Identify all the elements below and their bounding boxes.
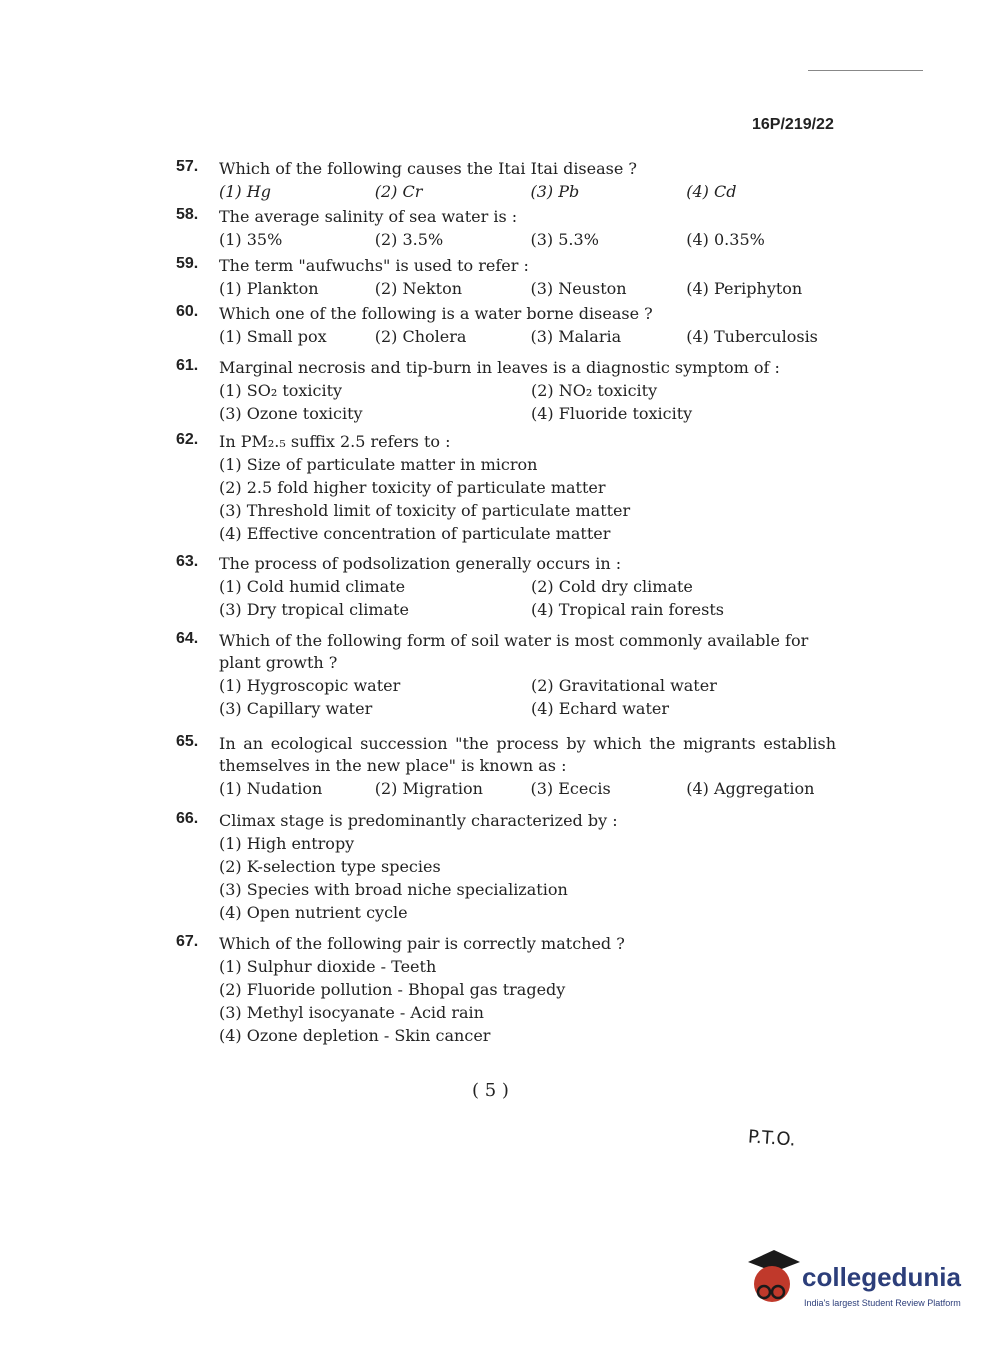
- options: [219, 674, 836, 720]
- brand-name: collegedunia: [802, 1262, 961, 1292]
- question-text: The average salinity of sea water is :: [219, 207, 518, 226]
- question-text: Which of the following pair is correctly matched ?: [219, 934, 625, 953]
- option-4: (4) Fluoride toxicity: [531, 404, 693, 423]
- question-number: 57.: [176, 158, 199, 175]
- question-number: 63.: [176, 553, 199, 570]
- question-62: [176, 431, 836, 545]
- option-1: (1) Cold humid climate: [219, 577, 406, 596]
- question-number: 59.: [176, 255, 199, 272]
- question-text: Marginal necrosis and tip-burn in leaves is a diagnostic symptom of :: [219, 358, 780, 377]
- option-1: (1) 35%: [219, 230, 283, 249]
- pto-note: P.T.O.: [747, 1126, 797, 1151]
- question-text: Which of the following form of soil water is most commonly available for plant growth ?: [219, 631, 809, 672]
- question-number: 62.: [176, 431, 199, 448]
- option-2: (2) 3.5%: [374, 230, 444, 249]
- option-1: (1) Hygroscopic water: [219, 676, 401, 695]
- option-4: (4) Effective concentration of particulate matter: [219, 524, 611, 543]
- question-number: 64.: [176, 630, 199, 647]
- options: [219, 379, 836, 425]
- question-58: [176, 206, 836, 251]
- question-65: [176, 733, 836, 800]
- question-63: [176, 553, 836, 621]
- brand-logo: [744, 1248, 974, 1314]
- options: [219, 832, 836, 924]
- option-4: (4) Aggregation: [686, 779, 815, 798]
- options: [219, 325, 836, 348]
- option-4: (4) 0.35%: [686, 230, 765, 249]
- options: [219, 453, 836, 545]
- option-1: (1) Hg: [219, 182, 271, 201]
- option-3: (3) Pb: [530, 182, 580, 201]
- question-67: [176, 933, 836, 1047]
- question-text: Which of the following causes the Itai Itai disease ?: [219, 159, 637, 178]
- option-1: (1) High entropy: [219, 834, 355, 853]
- option-3: (3) Capillary water: [219, 699, 373, 718]
- options: [219, 180, 836, 203]
- option-2: (2) Cr: [374, 182, 423, 201]
- option-1: (1) Size of particulate matter in micron: [219, 455, 538, 474]
- page-number: ( 5 ): [472, 1080, 509, 1101]
- options: [219, 575, 836, 621]
- question-number: 60.: [176, 303, 199, 320]
- option-1: (1) SO₂ toxicity: [219, 381, 343, 400]
- question-number: 65.: [176, 733, 199, 750]
- option-3: (3) Ozone toxicity: [219, 404, 363, 423]
- option-3: (3) Dry tropical climate: [219, 600, 409, 619]
- question-61: [176, 357, 836, 425]
- question-text: Climax stage is predominantly characterized by :: [219, 811, 618, 830]
- option-1: (1) Sulphur dioxide - Teeth: [219, 957, 437, 976]
- brand-tagline: India's largest Student Review Platform: [804, 1298, 961, 1308]
- question-number: 58.: [176, 206, 199, 223]
- top-rule: [808, 70, 923, 71]
- mascot-icon: [744, 1248, 800, 1310]
- options: [219, 955, 836, 1047]
- option-2: (2) Migration: [374, 779, 483, 798]
- option-2: (2) Nekton: [374, 279, 463, 298]
- option-4: (4) Echard water: [531, 699, 669, 718]
- option-4: (4) Cd: [686, 182, 737, 201]
- question-64: [176, 630, 836, 720]
- option-1: (1) Nudation: [219, 779, 323, 798]
- option-1: (1) Plankton: [219, 279, 319, 298]
- option-4: (4) Open nutrient cycle: [219, 903, 408, 922]
- option-3: (3) Malaria: [530, 327, 622, 346]
- option-4: (4) Tuberculosis: [686, 327, 818, 346]
- option-3: (3) Methyl isocyanate - Acid rain: [219, 1003, 484, 1022]
- option-2: (2) Cholera: [374, 327, 467, 346]
- question-text: The process of podsolization generally occurs in :: [219, 554, 622, 573]
- option-4: (4) Periphyton: [686, 279, 803, 298]
- option-2: (2) K-selection type species: [219, 857, 441, 876]
- options: [219, 277, 836, 300]
- question-59: [176, 255, 836, 300]
- options: [219, 228, 836, 251]
- question-number: 66.: [176, 810, 199, 827]
- option-2: (2) Fluoride pollution - Bhopal gas tragedy: [219, 980, 566, 999]
- option-1: (1) Small pox: [219, 327, 327, 346]
- option-4: (4) Ozone depletion - Skin cancer: [219, 1026, 491, 1045]
- option-3: (3) 5.3%: [530, 230, 599, 249]
- question-66: [176, 810, 836, 924]
- question-text: The term "aufwuchs" is used to refer :: [219, 256, 529, 275]
- option-3: (3) Threshold limit of toxicity of particulate matter: [219, 501, 631, 520]
- option-3: (3) Neuston: [530, 279, 627, 298]
- question-number: 61.: [176, 357, 199, 374]
- option-2: (2) 2.5 fold higher toxicity of particulate matter: [219, 478, 606, 497]
- options: [219, 777, 836, 800]
- option-4: (4) Tropical rain forests: [531, 600, 724, 619]
- paper-code: 16P/219/22: [752, 116, 834, 133]
- option-3: (3) Ececis: [530, 779, 611, 798]
- question-57: [176, 158, 836, 203]
- option-2: (2) Gravitational water: [531, 676, 717, 695]
- question-text: Which one of the following is a water borne disease ?: [219, 304, 653, 323]
- question-60: [176, 303, 836, 348]
- option-2: (2) NO₂ toxicity: [531, 381, 658, 400]
- question-number: 67.: [176, 933, 199, 950]
- question-text: In an ecological succession "the process by which the migrants establish themselves in the new place" is known as :: [219, 734, 836, 775]
- option-2: (2) Cold dry climate: [531, 577, 693, 596]
- option-3: (3) Species with broad niche specialization: [219, 880, 568, 899]
- question-text: In PM₂.₅ suffix 2.5 refers to :: [219, 432, 451, 451]
